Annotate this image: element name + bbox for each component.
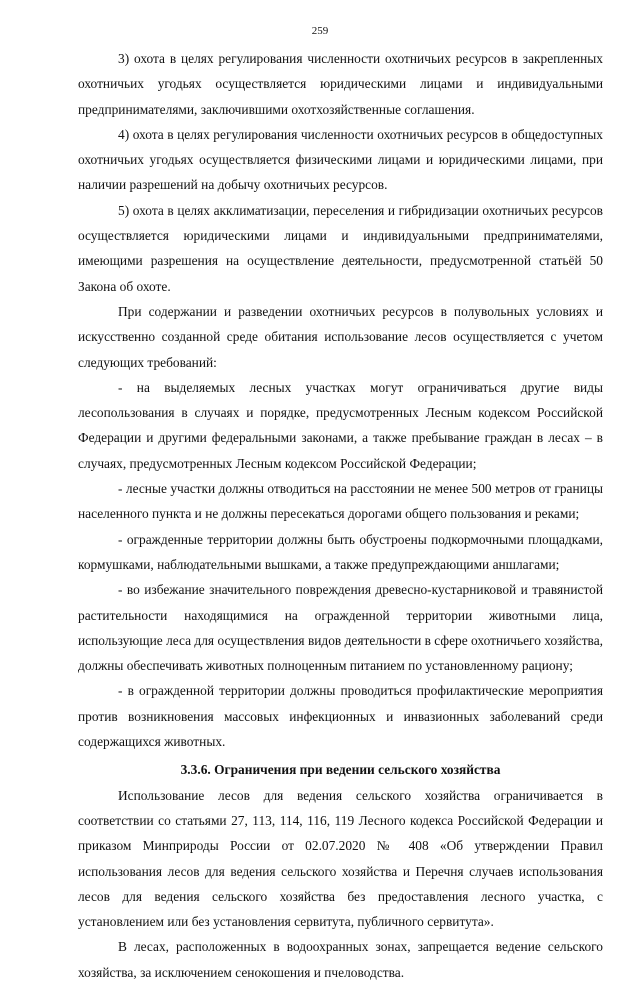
- paragraph-agriculture-restrictions: Использование лесов для ведения сельского хозяйства ограничивается в соответствии со статьями 27, 113, 114, 116, 119 Лесного кодекса Российской Федерации и приказом Минприроды России от 02.07.2020 № 408 «Об утверждении Правил использования лесов для ведения сельского хозяйства и Перечня случаев использования лесов для ведения сельского хозяйства без предоставления лесного участка, с установлением или без установления сервитута, публичного сервитута».: [78, 787, 603, 930]
- paragraph-water-protection-zones: В лесах, расположенных в водоохранных зонах, запрещается ведение сельского хозяйства, за исключением сенокошения и пчеловодства.: [78, 939, 603, 980]
- requirement-item: - во избежание значительного повреждения древесно-кустарниковой и травянистой растительности находящимися на огражденной территории животными лица, использующие леса для осуществления видов деятельности в сфере охотничьего хозяйства, должны обеспечивать животных полноценным питанием по установленному рациону;: [78, 582, 603, 674]
- paragraph-hunting-acclimatization: 5) охота в целях акклиматизации, переселения и гибридизации охотничьих ресурсов осуществляется юридическими лицами и индивидуальными предпринимателями, имеющими разрешения на осуществление деятельности, предусмотренной статьёй 50 Закона об охоте.: [78, 202, 603, 294]
- section-heading: 3.3.6. Ограничения при ведении сельского хозяйства: [180, 762, 501, 778]
- paragraph-semi-free-conditions: При содержании и разведении охотничьих ресурсов в полувольных условиях и искусственно созданной среде обитания использование лесов осуществляется с учетом следующих требований:: [78, 303, 603, 370]
- page-number: 259: [311, 25, 329, 37]
- requirement-item: - лесные участки должны отводиться на расстоянии не менее 500 метров от границы населенного пункта и не должны пересекаться дорогами общего пользования и реками;: [78, 481, 603, 522]
- requirement-item: - в огражденной территории должны проводиться профилактические мероприятия против возникновения массовых инфекционных и инвазионных заболеваний среди содержащихся животных.: [78, 683, 603, 750]
- requirement-item: - огражденные территории должны быть обустроены подкормочными площадками, кормушками, наблюдательными вышками, а также предупреждающими аншлагами;: [78, 531, 603, 572]
- requirement-item: - на выделяемых лесных участках могут ограничиваться другие виды лесопользования в случаях и порядке, предусмотренных Лесным кодексом Российской Федерации и другими федеральными законами, а также пребывание граждан в лесах – в случаях, предусмотренных Лесным кодексом Российской Федерации;: [78, 379, 603, 471]
- document-body: [78, 46, 603, 985]
- paragraph-hunting-regulation-public: 4) охота в целях регулирования численности охотничьих ресурсов в общедоступных охотничьих угодьях осуществляется физическими лицами и юридическими лицами, при наличии разрешений на добычу охотничьих ресурсов.: [78, 126, 603, 193]
- paragraph-hunting-regulation-assigned: 3) охота в целях регулирования численности охотничьих ресурсов в закрепленных охотничьих угодьях осуществляется юридическими лицами и индивидуальными предпринимателями, заключившими охотхозяйственные соглашения.: [78, 51, 603, 117]
